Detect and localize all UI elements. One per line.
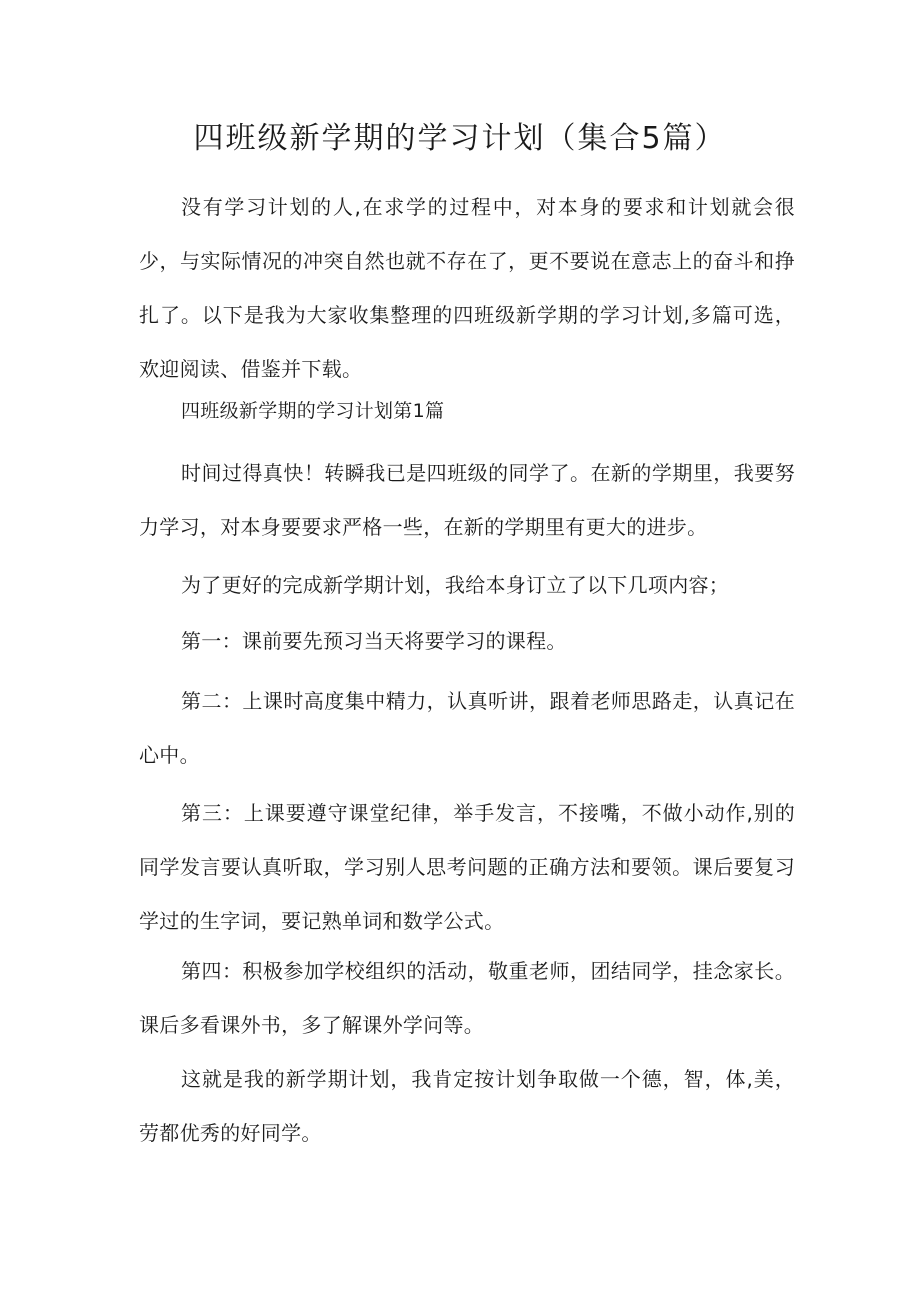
paragraph: 时间过得真快！转瞬我已是四班级的同学了。在新的学期里，我要努力学习，对本身要要求严格一些，在新的学期里有更大的进步。 bbox=[139, 461, 795, 539]
section-heading-block bbox=[139, 384, 795, 438]
paragraph: 第一：课前要先预习当天将要学习的课程。 bbox=[181, 629, 567, 653]
section-heading: 四班级新学期的学习计划第1篇 bbox=[181, 400, 445, 422]
paragraph: 第三：上课要遵守课堂纪律，举手发言，不接嘴，不做小动作,别的同学发言要认真听取，学习别人思考问题的正确方法和要领。课后要复习学过的生字词，要记熟单词和数学公式。 bbox=[139, 801, 795, 933]
paragraph: 第二：上课时高度集中精力，认真听讲，跟着老师思路走，认真记在心中。 bbox=[139, 689, 795, 767]
intro-block bbox=[139, 180, 795, 396]
paragraph: 这就是我的新学期计划，我肯定按计划争取做一个德，智，体,美，劳都优秀的好同学。 bbox=[139, 1067, 795, 1145]
paragraph-2-block bbox=[139, 558, 795, 612]
paragraph-7-block bbox=[139, 1052, 795, 1160]
paragraph: 第四：积极参加学校组织的活动，敬重老师，团结同学，挂念家长。课后多看课外书，多了解课外学问等。 bbox=[139, 959, 795, 1037]
intro-paragraph: 没有学习计划的人,在求学的过程中，对本身的要求和计划就会很少，与实际情况的冲突自然也就不存在了，更不要说在意志上的奋斗和挣扎了。以下是我为大家收集整理的四班级新学期的学习计划,多篇可选，欢迎阅读、借鉴并下载。 bbox=[139, 195, 795, 381]
paragraph-4-block bbox=[139, 674, 795, 782]
paragraph-5-block bbox=[139, 786, 795, 948]
paragraph: 为了更好的完成新学期计划，我给本身订立了以下几项内容； bbox=[181, 573, 730, 597]
paragraph-3-block bbox=[139, 614, 795, 668]
paragraph-1-block bbox=[139, 446, 795, 554]
document-title: 四班级新学期的学习计划（集合5篇） bbox=[193, 121, 727, 156]
paragraph-6-block bbox=[139, 944, 795, 1052]
